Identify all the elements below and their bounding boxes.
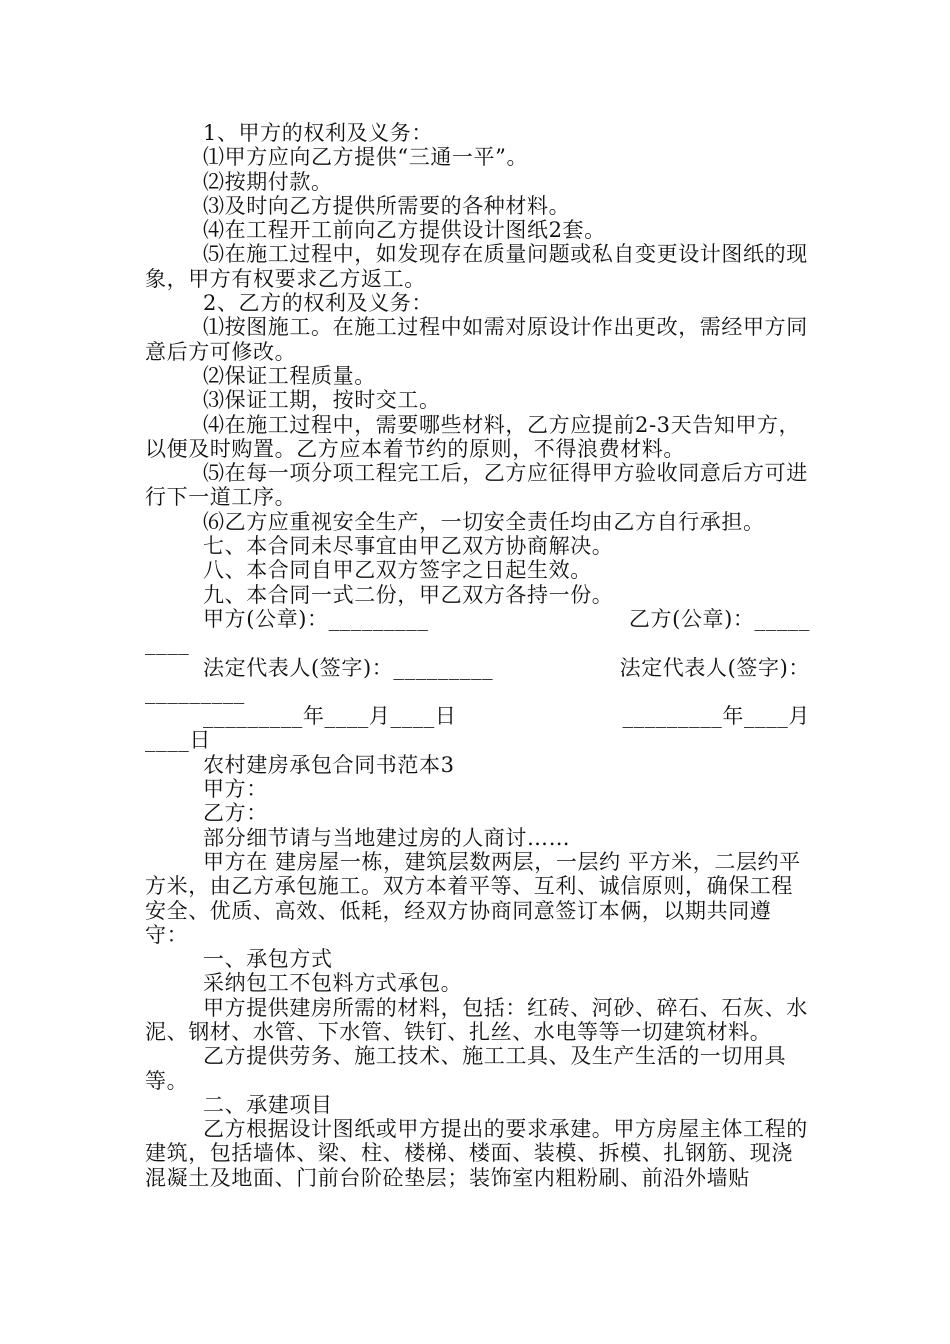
paragraph: 1、甲方的权利及义务： [203,121,433,145]
representative-b-continued: _________ [145,679,245,704]
paragraph: ⑵保证工程质量。 [203,363,376,388]
paragraph: ⑴甲方应向乙方提供“三通一平”。 [203,145,529,170]
paragraph: 乙方根据设计图纸或甲方提出的要求承建。甲方房屋主体工程的建筑，包括墙体、梁、柱、楼梯、楼面、装模、拆模、扎钢筋、现浇混凝土及地面、门前台阶砼垫层；装饰室内粗粉刷、前沿外墙贴 [145,1117,808,1190]
representative-a: 法定代表人(签字)：_________ [203,655,494,680]
paragraph: ⑸在每一项分项工程完工后，乙方应征得甲方验收同意后方可进行下一道工序。 [145,461,808,510]
paragraph: 七、本合同未尽事宜由甲乙双方协商解决。 [203,534,614,559]
paragraph: ⑵按期付款。 [203,169,333,194]
party-b-seal: 乙方(公章)：_____ [628,606,810,631]
representative-b: 法定代表人(签字)： [619,655,810,680]
paragraph: 采纳包工不包料方式承包。 [203,971,463,996]
paragraph: 八、本合同自甲乙双方签字之日起生效。 [203,558,592,583]
paragraph: 甲方： [203,777,268,802]
paragraph: 2、乙方的权利及义务： [203,291,433,316]
contract-text [145,121,810,1190]
paragraph: ⑸在施工过程中，如发现存在质量问题或私自变更设计图纸的现象，甲方有权要求乙方返工。 [145,242,808,291]
section-heading: 二、承建项目 [203,1092,333,1117]
paragraph: 部分细节请与当地建过房的人商讨…… [203,825,571,850]
date-b: _________年____月 [622,704,810,729]
paragraph: 甲方在 建房屋一栋，建筑层数两层，一层约 平方米，二层约平方米，由乙方承包施工。双方本着平等、互利、诚信原则，确保工程安全、优质、高效、低耗，经双方协商同意签订本俩，以期共同遵守： [145,849,801,947]
paragraph: ⑹乙方应重视安全生产，一切安全责任均由乙方自行承担。 [203,509,765,534]
paragraph: ⑶及时向乙方提供所需要的各种材料。 [203,193,571,218]
date-a: _________年____月____日 [203,704,457,729]
section-title: 农村建房承包合同书范本3 [203,752,455,777]
date-b-continued: ____日 [145,728,211,753]
party-b-seal-continued: ____ [145,631,190,656]
paragraph: 乙方： [203,801,268,826]
paragraph: ⑴按图施工。在施工过程中如需对原设计作出更改，需经甲方同意后方可修改。 [145,315,808,364]
date-line [145,704,810,728]
paragraph: 甲方提供建房所需的材料，包括：红砖、河砂、碎石、石灰、水泥、钢材、水管、下水管、铁钉、扎丝、水电等等一切建筑材料。 [145,995,808,1044]
paragraph: ⑷在施工过程中，需要哪些材料，乙方应提前2-3天告知甲方，以便及时购置。乙方应本着节约的原则，不得浪费材料。 [145,412,801,461]
seal-line [145,607,810,631]
paragraph: ⑶保证工期，按时交工。 [203,388,441,413]
section-heading: 一、承包方式 [203,947,333,972]
paragraph: 乙方提供劳务、施工技术、施工工具、及生产生活的一切用具等。 [145,1044,787,1093]
paragraph: 九、本合同一式二份，甲乙双方各持一份。 [203,582,614,607]
representative-line [145,656,810,680]
paragraph: ⑷在工程开工前向乙方提供设计图纸2套。 [203,218,606,243]
party-a-seal: 甲方(公章)：_________ [203,606,429,631]
